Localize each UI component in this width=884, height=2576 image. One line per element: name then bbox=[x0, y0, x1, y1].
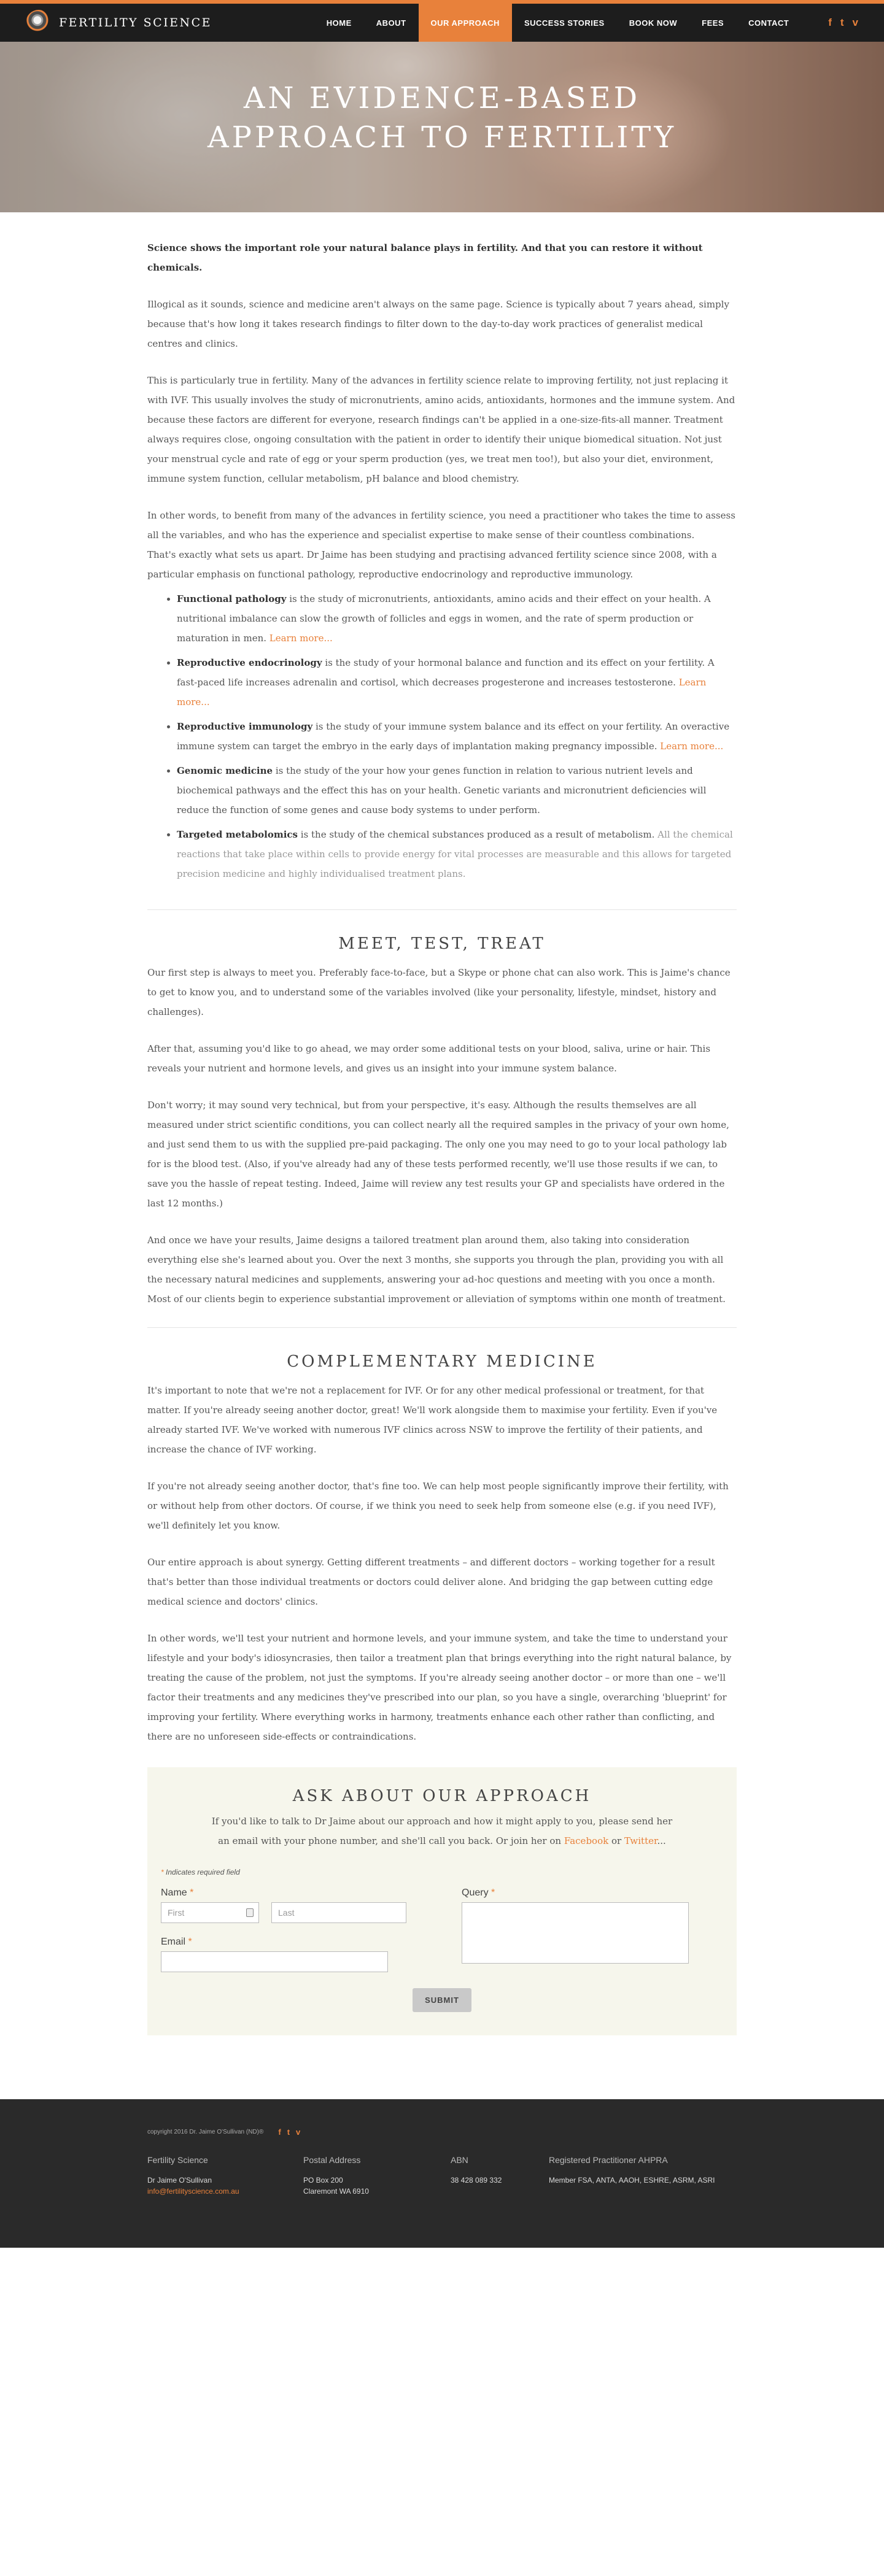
facebook-link[interactable]: Facebook bbox=[564, 1835, 609, 1846]
footer-abn-title: ABN bbox=[451, 2155, 468, 2165]
ask-title: ASK ABOUT OUR APPROACH bbox=[292, 1787, 592, 1805]
learn-more-link[interactable]: Learn more... bbox=[177, 677, 707, 708]
complementary-medicine-title: COMPLEMENTARY MEDICINE bbox=[287, 1352, 597, 1371]
footer-col-brand bbox=[147, 2155, 303, 2197]
form-right-column bbox=[462, 1888, 689, 1972]
form-left-column bbox=[161, 1888, 406, 1972]
logo-icon bbox=[26, 10, 52, 36]
twitter-icon[interactable]: t bbox=[840, 17, 844, 28]
nav-about[interactable]: ABOUT bbox=[376, 18, 406, 28]
complementary-paragraph-4: In other words, we'll test your nutrient and hormone levels, and your immune system, and take the time to understand your lifestyle and your body's idiosyncrasies, then tailor a treatment plan that brings everything into the right natural balance, by treating the cause of the problem, not just the symptoms. If you're already seeing another doctor – or more than one – we'll factor their treatments and any medicines they've prescribed into our plan, so you have a single, overarching 'blueprint' for improving your fertility. Where everything works in harmony, treatments enhance each other rather than conflicting, and there are no unforeseen side-effects or contraindications. bbox=[147, 1633, 732, 1742]
nav-social bbox=[828, 17, 858, 29]
meet-paragraph-2: After that, assuming you'd like to go ahead, we may order some additional tests on your blood, saliva, urine or hair. This reveals your nutrient and hormone levels, and gives us an insight into your immune system balance. bbox=[147, 1043, 711, 1074]
meet-paragraph-5: Most of our clients begin to experience substantial improvement or alleviation of symptoms within one month of treatment. bbox=[147, 1294, 726, 1305]
query-label: Query * bbox=[462, 1888, 495, 1898]
learn-more-link[interactable]: Learn more... bbox=[660, 741, 724, 752]
list-item bbox=[177, 825, 737, 884]
bullet-text: is the study of the your how your genes function in relation to various nutrient levels and biochemical pathways and the effect this has on your health. Genetic variants and micronutrient deficiencies will reduce the function of some genes and cause body systems to under perform. bbox=[177, 765, 707, 816]
footer-col-registration bbox=[549, 2155, 737, 2197]
facebook-icon[interactable]: f bbox=[828, 17, 832, 28]
navbar bbox=[0, 4, 884, 42]
meet-paragraph-3: Don't worry; it may sound very technical, but from your perspective, it's easy. Although the results themselves are all measured under strict scientific conditions, you can collect nearly all the required samples in the privacy of your own home, and just send them to us with the supplied pre-paid packaging. The only one you may need to go to your local pathology lab for is the blood test. (Also, if you've already had any of these tests performed recently, we'll use those results if we can, to save you the hassle of repeat testing. Indeed, Jaime will review any test results your GP and specialists have ordered in the last 12 months.) bbox=[147, 1100, 729, 1209]
intro-paragraph-1: Illogical as it sounds, science and medicine aren't always on the same page. Science is typically about 7 years ahead, simply because that's how long it takes research findings to filter down to the day-to-day work practices of generalist medical centres and clinics. bbox=[147, 299, 729, 349]
last-name-input[interactable]: Last bbox=[271, 1902, 406, 1923]
ask-intro-ellipsis: ... bbox=[657, 1835, 666, 1846]
complementary-paragraph-1: It's important to note that we're not a replacement for IVF. Or for any other medical professional or treatment, for that matter. If you're already seeing another doctor, great! We'll work alongside them to maximise your fertility. Even if you've already started IVF. We've worked with numerous IVF clinics across NSW to improve the fertility of their patients, and increase the chance of IVF working. bbox=[147, 1385, 718, 1455]
meet-paragraph-1: Our first step is always to meet you. Preferably face-to-face, but a Skype or phone chat can also work. This is Jaime's chance to get to know you, and to understand some of the variables involved (like your personality, lifestyle, mindset, history and challenges). bbox=[147, 967, 731, 1017]
hero-banner bbox=[0, 42, 884, 212]
bullet-text: is the study of micronutrients, antioxidants, amino acids and their effect on your health. A nutritional imbalance can slow the growth of follicles and eggs in women, and the rate of sperm production or maturation in men. bbox=[177, 593, 711, 644]
name-label: Name * bbox=[161, 1888, 194, 1898]
bullet-text: is the study of your immune system balance and its effect on your fertility. An overactive immune system can target the embryo in the early days of implantation making pregnancy impossible. bbox=[177, 721, 730, 752]
bullet-term: Functional pathology bbox=[177, 593, 287, 604]
bullet-term: Targeted metabolomics bbox=[177, 829, 298, 840]
query-textarea[interactable] bbox=[462, 1902, 689, 1964]
contact-card-icon bbox=[246, 1908, 254, 1917]
footer-postal-title: Postal Address bbox=[303, 2155, 361, 2165]
bullet-term: Reproductive immunology bbox=[177, 721, 313, 732]
nav-success-stories[interactable]: SUCCESS STORIES bbox=[524, 18, 605, 28]
footer-col-abn bbox=[451, 2155, 549, 2197]
footer-registration-value: Member FSA, ANTA, AAOH, ESHRE, ASRM, ASRI bbox=[549, 2176, 715, 2185]
contact-form bbox=[161, 1888, 723, 1972]
required-note: * Indicates required field bbox=[161, 1868, 240, 1876]
footer-doctor-name: Dr Jaime O'Sullivan bbox=[147, 2176, 212, 2185]
nav-contact[interactable]: CONTACT bbox=[748, 18, 789, 28]
intro-lead: Science shows the important role your natural balance plays in fertility. And that you can restore it without chemicals. bbox=[147, 242, 703, 273]
footer-social bbox=[278, 2127, 300, 2137]
facebook-icon[interactable]: f bbox=[278, 2127, 281, 2137]
footer-email-link[interactable]: info@fertilityscience.com.au bbox=[147, 2187, 239, 2196]
bullet-term: Reproductive endocrinology bbox=[177, 657, 322, 668]
ask-form-section bbox=[147, 1767, 737, 2035]
ask-intro-or: or bbox=[608, 1835, 624, 1846]
ask-intro bbox=[209, 1811, 675, 1851]
nav-book-now[interactable]: BOOK NOW bbox=[629, 18, 678, 28]
vimeo-icon[interactable]: v bbox=[296, 2127, 301, 2137]
required-note-text: Indicates required field bbox=[166, 1868, 240, 1876]
section-divider bbox=[147, 1327, 737, 1328]
nav-home[interactable]: HOME bbox=[326, 18, 352, 28]
email-input[interactable] bbox=[161, 1951, 388, 1972]
meet-test-treat-title: MEET, TEST, TREAT bbox=[338, 935, 546, 953]
hero-title-line1: AN EVIDENCE-BASED bbox=[243, 81, 641, 115]
hero-title bbox=[0, 79, 884, 157]
meet-paragraph-4: And once we have your results, Jaime designs a tailored treatment plan around them, also taking into consideration everything else she's learned about you. Over the next 3 months, she supports you through the plan, providing you with all the necessary natural medicines and supplements, answering your ad-hoc questions and meeting with you once a month. bbox=[147, 1235, 724, 1285]
footer bbox=[0, 2099, 884, 2248]
twitter-link[interactable]: Twitter bbox=[624, 1835, 657, 1846]
bullet-text-faded: All the chemical reactions that take place within cells to provide energy for vital processes are measurable and this allows for targeted precision medicine and highly individualised treatment plans. bbox=[177, 829, 733, 879]
nav-our-approach[interactable]: OUR APPROACH bbox=[419, 4, 512, 42]
footer-brand-title: Fertility Science bbox=[147, 2155, 208, 2165]
complementary-paragraph-2: If you're not already seeing another doctor, that's fine too. We can help most people significantly improve their fertility, with or without help from other doctors. Of course, if we think you need to seek help from someone else (e.g. if you need IVF), we'll definitely let you know. bbox=[147, 1481, 729, 1531]
submit-button[interactable]: SUBMIT bbox=[413, 1988, 471, 2012]
main-menu bbox=[314, 4, 801, 42]
vimeo-icon[interactable]: v bbox=[852, 17, 858, 28]
intro-paragraph-3: In other words, to benefit from many of the advances in fertility science, you need a practitioner who takes the time to assess all the variables, and who has the experience and specialist expertise to make sense of their countless combinations. bbox=[147, 510, 735, 541]
name-row bbox=[161, 1902, 406, 1923]
email-label: Email * bbox=[161, 1937, 192, 1947]
list-item bbox=[177, 653, 737, 712]
list-item bbox=[177, 761, 737, 820]
intro-paragraph-2: This is particularly true in fertility. Many of the advances in fertility science relate to improving fertility, not just replacing it with IVF. This usually involves the study of micronutrients, amino acids, antioxidants, hormones and the immune system. And because these factors are different for everyone, research findings can't be applied in a one-size-fits-all manner. Treatment always requires close, ongoing consultation with the patient in order to identify their unique biomedical situation. Not just your menstrual cycle and rate of egg or your sperm production (yes, we treat men too!), but also your diet, environment, immune system function, cellular metabolism, pH balance and blood chemistry. bbox=[147, 375, 735, 484]
footer-registration-title: Registered Practitioner AHPRA bbox=[549, 2155, 668, 2165]
nav-fees[interactable]: FEES bbox=[702, 18, 724, 28]
bullet-term: Genomic medicine bbox=[177, 765, 273, 776]
copyright-text: copyright 2016 Dr. Jaime O'Sullivan (ND)® bbox=[147, 2129, 264, 2135]
list-item bbox=[177, 717, 737, 756]
approach-list bbox=[177, 589, 737, 884]
first-name-input[interactable]: First bbox=[161, 1902, 259, 1923]
brand-name: FERTILITY SCIENCE bbox=[59, 16, 212, 29]
ask-intro-text: If you'd like to talk to Dr Jaime about our approach and how it might apply to you, please send her an email with your phone number, and she'll call you back. Or join her on bbox=[211, 1816, 673, 1846]
logo[interactable] bbox=[26, 10, 212, 36]
complementary-paragraph-3: Our entire approach is about synergy. Getting different treatments – and different doctors – working together for a result that's better than those individual treatments or doctors could deliver alone. And bridging the gap between cutting edge medical science and doctors' clinics. bbox=[147, 1557, 715, 1607]
section-divider bbox=[147, 909, 737, 910]
footer-postal-line2: Claremont WA 6910 bbox=[303, 2187, 369, 2196]
footer-abn-value: 38 428 089 332 bbox=[451, 2176, 502, 2185]
main-content bbox=[147, 212, 737, 1746]
list-item bbox=[177, 589, 737, 648]
footer-postal-line1: PO Box 200 bbox=[303, 2176, 343, 2185]
hero-title-line2: APPROACH TO FERTILITY bbox=[207, 120, 677, 155]
bullet-text: is the study of the chemical substances produced as a result of metabolism. bbox=[297, 829, 658, 840]
bullet-text: is the study of your hormonal balance and function and its effect on your fertility. A fast-paced life increases adrenalin and cortisol, which decreases progesterone and increases testosterone. bbox=[177, 657, 715, 688]
learn-more-link[interactable]: Learn more... bbox=[269, 633, 333, 644]
intro-paragraph-4: That's exactly what sets us apart. Dr Jaime has been studying and practising advanced fertility science since 2008, with a particular emphasis on functional pathology, reproductive endocrinology and reproductive immunology. bbox=[147, 549, 717, 580]
twitter-icon[interactable]: t bbox=[287, 2127, 290, 2137]
footer-col-postal bbox=[303, 2155, 451, 2197]
